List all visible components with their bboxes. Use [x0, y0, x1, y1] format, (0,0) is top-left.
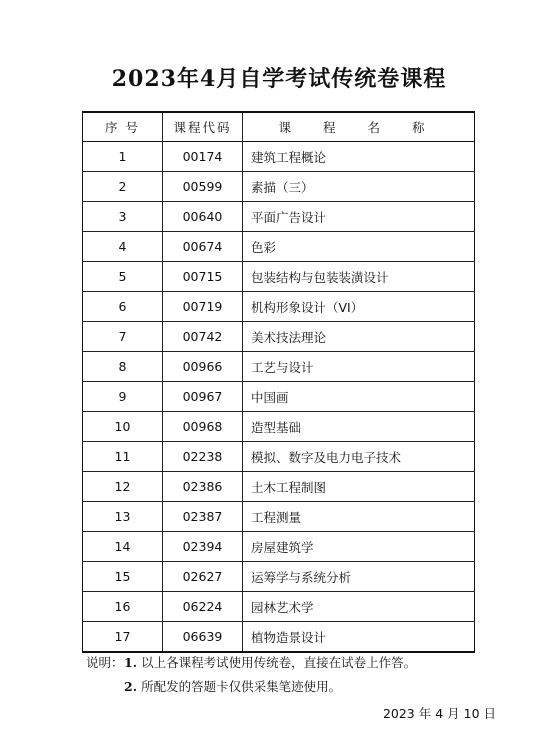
table-row [83, 622, 475, 653]
cell-serial-number: 1 [83, 142, 163, 172]
cell-course-code: 00742 [163, 322, 243, 352]
table-body [83, 142, 475, 653]
cell-course-name: 房屋建筑学 [243, 532, 475, 562]
page-title: 2023年4月自学考试传统卷课程 [111, 66, 447, 92]
header-course-code: 课程代码 [163, 112, 243, 142]
note-number: 1. [124, 655, 138, 670]
table-row [83, 352, 475, 382]
table-row [83, 532, 475, 562]
cell-course-name: 植物造景设计 [243, 622, 475, 653]
table-row [83, 322, 475, 352]
cell-course-code: 06639 [163, 622, 243, 653]
cell-serial-number: 13 [83, 502, 163, 532]
cell-course-code: 00968 [163, 412, 243, 442]
table-row [83, 142, 475, 172]
cell-serial-number: 3 [83, 202, 163, 232]
cell-course-name: 中国画 [243, 382, 475, 412]
cell-course-code: 02627 [163, 562, 243, 592]
table-row [83, 472, 475, 502]
cell-course-name: 工程测量 [243, 502, 475, 532]
cell-course-code: 00715 [163, 262, 243, 292]
cell-serial-number: 6 [83, 292, 163, 322]
cell-course-code: 00966 [163, 352, 243, 382]
table-row [83, 442, 475, 472]
table-row [83, 262, 475, 292]
cell-course-code: 02387 [163, 502, 243, 532]
cell-course-name: 素描（三） [243, 172, 475, 202]
cell-course-code: 02394 [163, 532, 243, 562]
cell-serial-number: 7 [83, 322, 163, 352]
header-course-name: 课 程 名 称 [243, 112, 475, 142]
cell-course-name: 建筑工程概论 [243, 142, 475, 172]
issue-date: 2023 年 4 月 10 日 [382, 706, 496, 721]
cell-serial-number: 11 [83, 442, 163, 472]
table-row [83, 172, 475, 202]
cell-serial-number: 5 [83, 262, 163, 292]
cell-course-name: 美术技法理论 [243, 322, 475, 352]
cell-course-code: 00719 [163, 292, 243, 322]
cell-course-name: 包装结构与包装装潢设计 [243, 262, 475, 292]
cell-serial-number: 4 [83, 232, 163, 262]
cell-course-code: 02238 [163, 442, 243, 472]
cell-serial-number: 8 [83, 352, 163, 382]
table-row [83, 292, 475, 322]
cell-serial-number: 9 [83, 382, 163, 412]
table-row [83, 202, 475, 232]
cell-serial-number: 16 [83, 592, 163, 622]
notes-section [86, 651, 416, 699]
cell-course-name: 工艺与设计 [243, 352, 475, 382]
course-table [82, 111, 475, 653]
cell-course-code: 00640 [163, 202, 243, 232]
table-row [83, 412, 475, 442]
table-row [83, 592, 475, 622]
cell-course-code: 06224 [163, 592, 243, 622]
cell-course-code: 00674 [163, 232, 243, 262]
cell-course-code: 00599 [163, 172, 243, 202]
table-row [83, 562, 475, 592]
header-serial-number: 序 号 [83, 112, 163, 142]
cell-course-name: 造型基础 [243, 412, 475, 442]
table-header-row [83, 112, 475, 142]
cell-course-name: 土木工程制图 [243, 472, 475, 502]
cell-serial-number: 2 [83, 172, 163, 202]
table-row [83, 232, 475, 262]
cell-course-code: 00174 [163, 142, 243, 172]
cell-course-name: 运筹学与系统分析 [243, 562, 475, 592]
note-text: 以上各课程考试使用传统卷，直接在试卷上作答。 [141, 655, 417, 670]
cell-serial-number: 14 [83, 532, 163, 562]
cell-course-name: 园林艺术学 [243, 592, 475, 622]
note-text: 所配发的答题卡仅供采集笔迹使用。 [141, 679, 342, 694]
table-row [83, 502, 475, 532]
cell-course-name: 色彩 [243, 232, 475, 262]
cell-serial-number: 10 [83, 412, 163, 442]
cell-course-code: 02386 [163, 472, 243, 502]
cell-course-code: 00967 [163, 382, 243, 412]
note-item [86, 651, 416, 675]
note-item [86, 675, 416, 699]
cell-course-name: 模拟、数字及电力电子技术 [243, 442, 475, 472]
table-row [83, 382, 475, 412]
cell-serial-number: 17 [83, 622, 163, 653]
notes-label: 说明： [86, 655, 124, 670]
cell-course-name: 机构形象设计（VI） [243, 292, 475, 322]
cell-course-name: 平面广告设计 [243, 202, 475, 232]
note-number: 2. [124, 679, 138, 694]
cell-serial-number: 15 [83, 562, 163, 592]
cell-serial-number: 12 [83, 472, 163, 502]
